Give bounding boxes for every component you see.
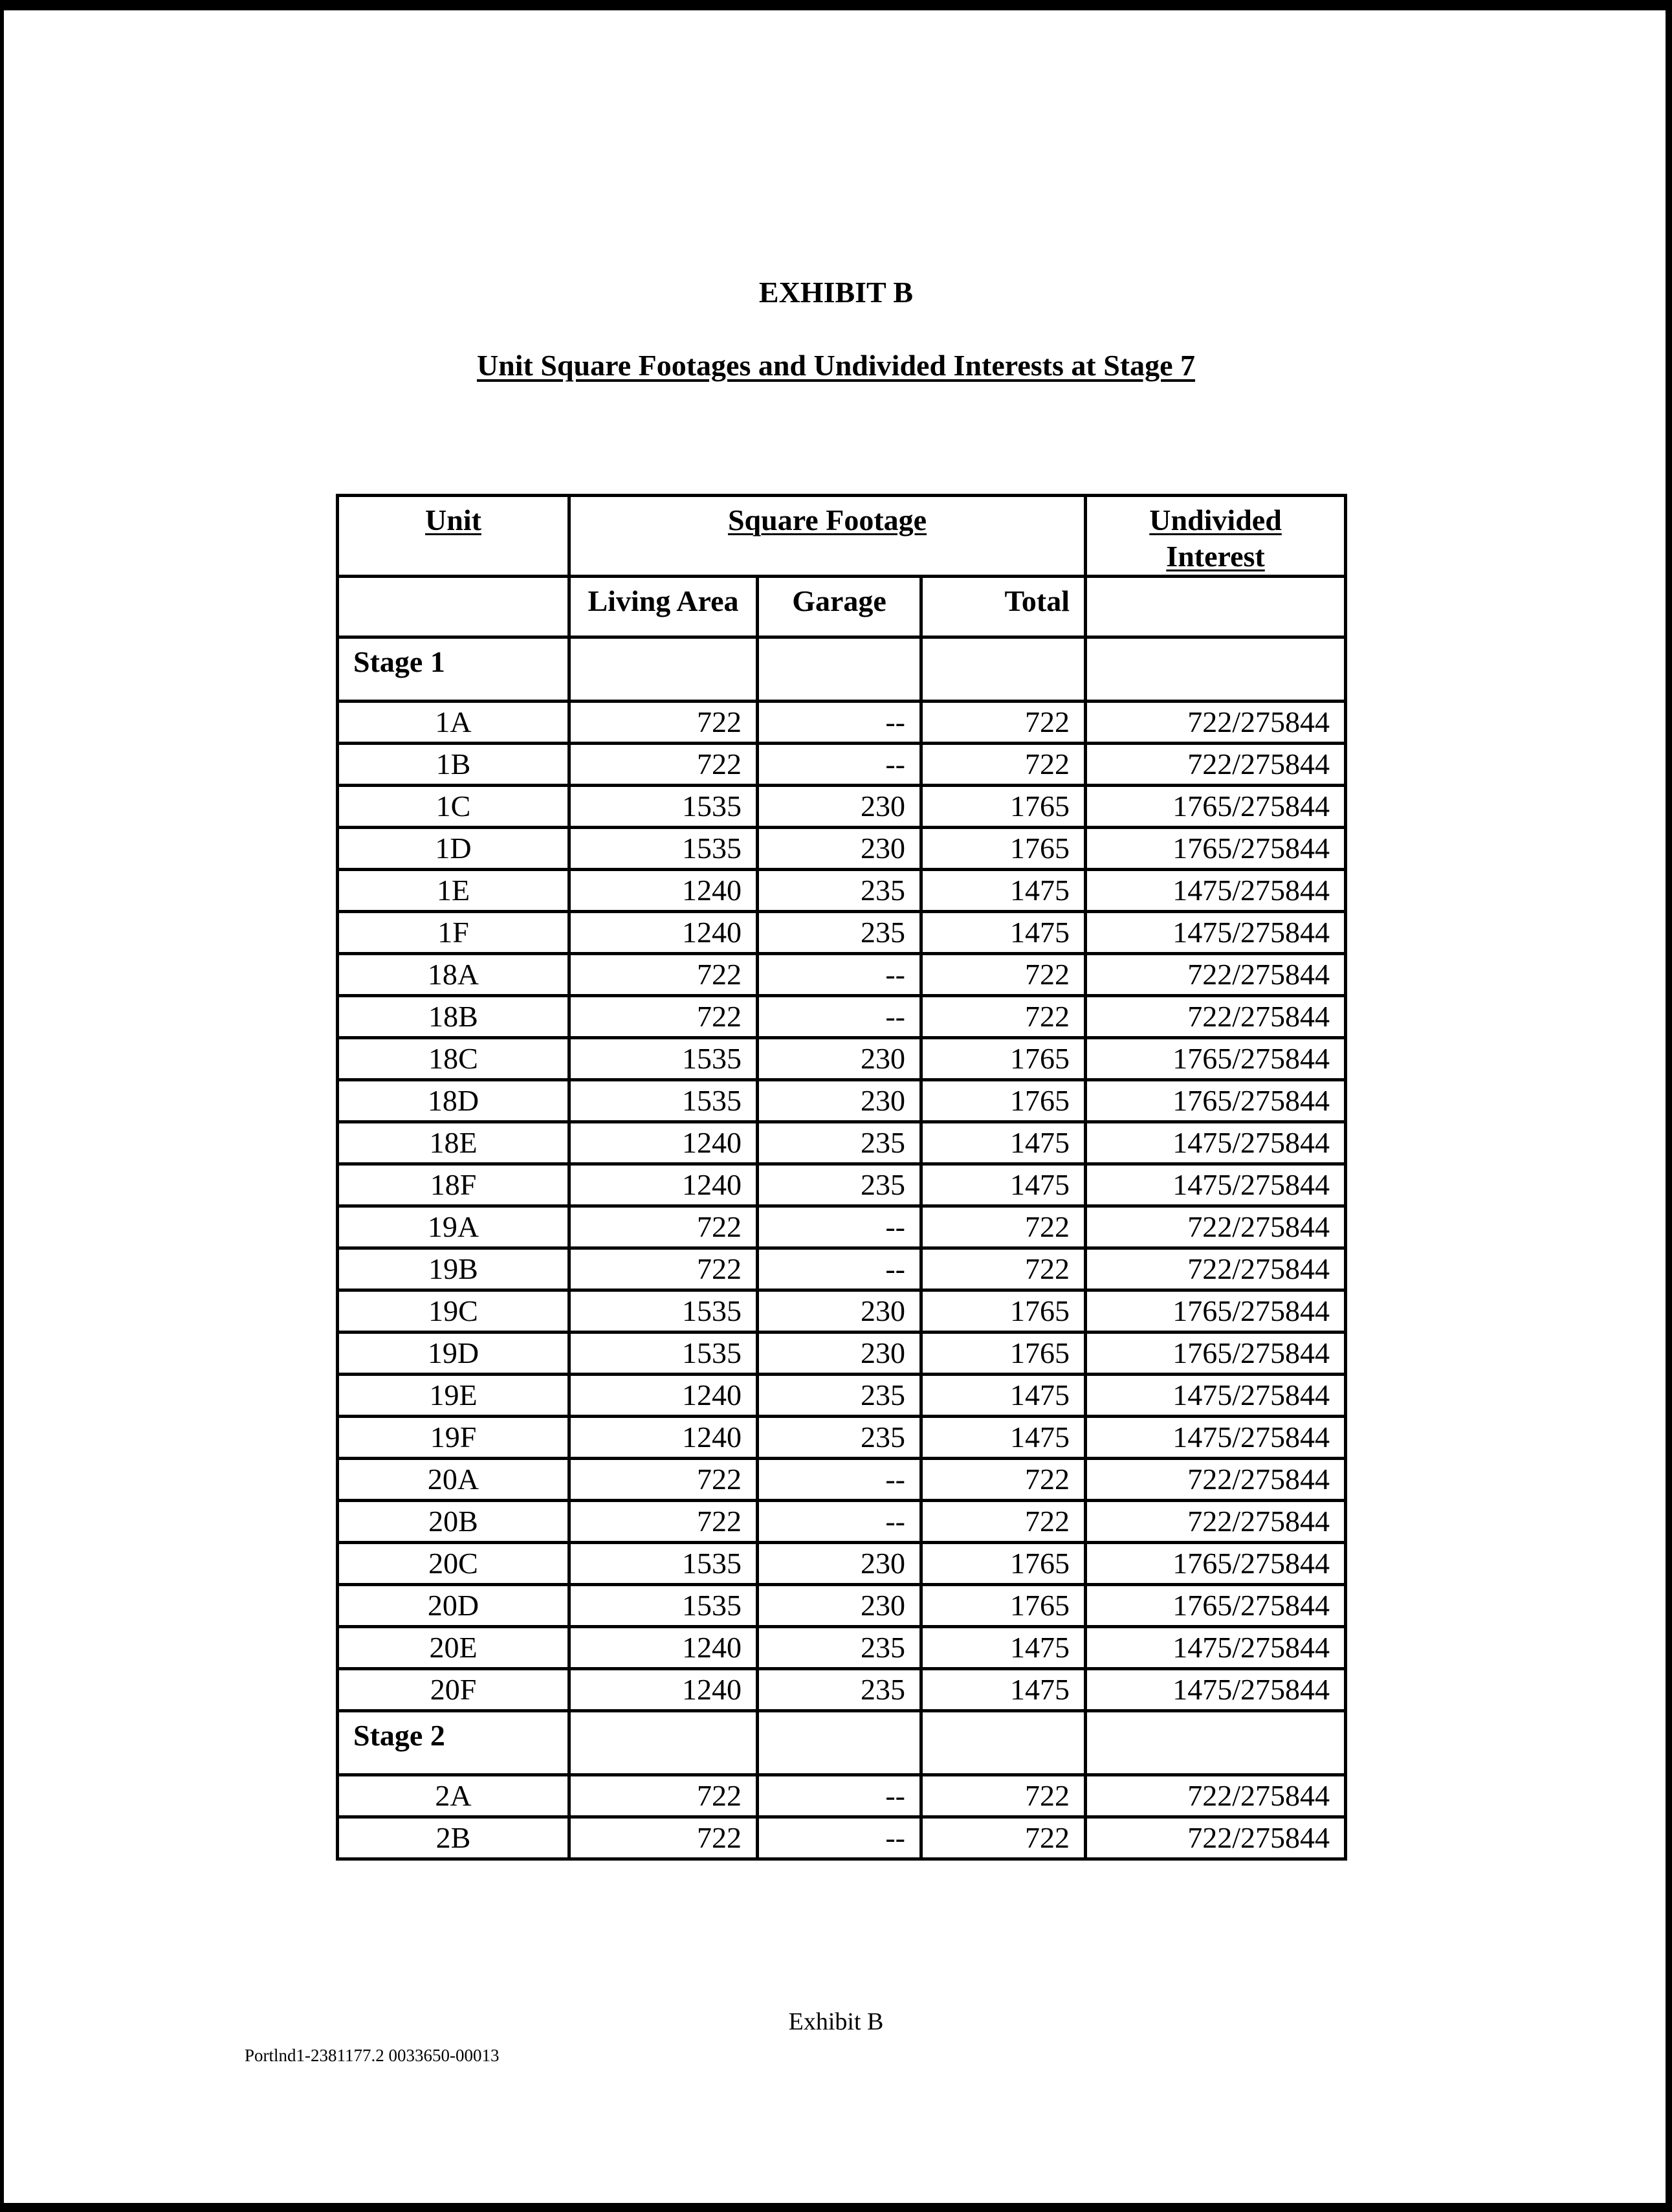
total-cell: 722 — [921, 702, 1086, 744]
table-row — [338, 1080, 1346, 1122]
table-row — [338, 1501, 1346, 1543]
undivided-interest-cell: 722/275844 — [1086, 702, 1346, 744]
undivided-interest-cell: 1765/275844 — [1086, 786, 1346, 828]
garage-cell: 230 — [758, 1333, 921, 1375]
garage-cell: 230 — [758, 1290, 921, 1333]
total-cell: 1475 — [921, 870, 1086, 912]
garage-cell: -- — [758, 1817, 921, 1859]
total-cell: 722 — [921, 1817, 1086, 1859]
undivided-interest-cell: 722/275844 — [1086, 1501, 1346, 1543]
undivided-interest-cell: 722/275844 — [1086, 1775, 1346, 1817]
total-cell: 722 — [921, 1248, 1086, 1290]
table-row — [338, 1038, 1346, 1080]
garage-cell: 230 — [758, 1585, 921, 1627]
total-cell: 1765 — [921, 1333, 1086, 1375]
stage-row — [338, 1711, 1346, 1775]
table-row — [338, 1775, 1346, 1817]
undivided-interest-cell: 1765/275844 — [1086, 828, 1346, 870]
unit-cell: 19D — [338, 1333, 569, 1375]
living-area-cell: 1240 — [569, 1669, 758, 1711]
total-cell: 1475 — [921, 1669, 1086, 1711]
garage-cell: -- — [758, 1775, 921, 1817]
table-row — [338, 1669, 1346, 1711]
table-row — [338, 1248, 1346, 1290]
footer-exhibit-label: Exhibit B — [788, 2008, 884, 2035]
living-area-cell: 1535 — [569, 1543, 758, 1585]
living-area-cell: 1240 — [569, 1417, 758, 1459]
undivided-interest-cell: 722/275844 — [1086, 744, 1346, 786]
table-row — [338, 996, 1346, 1038]
table-row — [338, 1206, 1346, 1248]
living-area-cell: 1240 — [569, 1375, 758, 1417]
garage-cell: 235 — [758, 1417, 921, 1459]
header-row — [338, 496, 1346, 577]
living-area-cell: 722 — [569, 954, 758, 996]
empty-cell — [569, 1711, 758, 1775]
undivided-interest-cell: 1475/275844 — [1086, 870, 1346, 912]
unit-header: Unit — [425, 503, 481, 536]
garage-cell: -- — [758, 954, 921, 996]
garage-cell: 235 — [758, 870, 921, 912]
total-cell: 1475 — [921, 1164, 1086, 1206]
garage-cell: 235 — [758, 1627, 921, 1669]
total-header: Total — [921, 577, 1086, 637]
undivided-interest-cell: 1475/275844 — [1086, 1669, 1346, 1711]
table-row — [338, 1375, 1346, 1417]
undivided-interest-header: Undivided Interest — [1149, 503, 1282, 573]
garage-header: Garage — [758, 577, 921, 637]
stage-row — [338, 637, 1346, 702]
footer-doc-id: Portlnd1-2381177.2 0033650-00013 — [245, 2046, 500, 2065]
unit-cell: 19F — [338, 1417, 569, 1459]
unit-cell: 18F — [338, 1164, 569, 1206]
stage-label: Stage 1 — [338, 637, 569, 702]
table-row — [338, 1543, 1346, 1585]
unit-cell: 20D — [338, 1585, 569, 1627]
unit-cell: 1F — [338, 912, 569, 954]
garage-cell: 230 — [758, 786, 921, 828]
living-area-cell: 722 — [569, 744, 758, 786]
total-cell: 722 — [921, 744, 1086, 786]
garage-cell: 230 — [758, 1038, 921, 1080]
garage-cell: 235 — [758, 1122, 921, 1164]
total-cell: 1765 — [921, 786, 1086, 828]
undivided-interest-cell: 722/275844 — [1086, 954, 1346, 996]
total-cell: 1765 — [921, 1585, 1086, 1627]
living-area-cell: 722 — [569, 1501, 758, 1543]
living-area-cell: 1240 — [569, 912, 758, 954]
undivided-interest-cell: 1475/275844 — [1086, 1164, 1346, 1206]
unit-cell: 18E — [338, 1122, 569, 1164]
undivided-interest-cell: 1765/275844 — [1086, 1038, 1346, 1080]
unit-cell: 18D — [338, 1080, 569, 1122]
garage-cell: -- — [758, 702, 921, 744]
total-cell: 1765 — [921, 828, 1086, 870]
undivided-interest-cell: 1475/275844 — [1086, 1375, 1346, 1417]
living-area-cell: 722 — [569, 1817, 758, 1859]
undivided-interest-cell: 1475/275844 — [1086, 1122, 1346, 1164]
garage-cell: -- — [758, 744, 921, 786]
unit-cell: 19A — [338, 1206, 569, 1248]
undivided-interest-cell: 1765/275844 — [1086, 1543, 1346, 1585]
living-area-cell: 1535 — [569, 786, 758, 828]
table-row — [338, 1333, 1346, 1375]
living-area-cell: 1535 — [569, 1333, 758, 1375]
table-row — [338, 870, 1346, 912]
garage-cell: 230 — [758, 1543, 921, 1585]
unit-cell: 18C — [338, 1038, 569, 1080]
living-area-cell: 1535 — [569, 1038, 758, 1080]
garage-cell: -- — [758, 1501, 921, 1543]
garage-cell: 235 — [758, 1164, 921, 1206]
living-area-cell: 1240 — [569, 870, 758, 912]
unit-cell: 19B — [338, 1248, 569, 1290]
unit-cell: 19C — [338, 1290, 569, 1333]
empty-cell — [569, 637, 758, 702]
garage-cell: -- — [758, 1459, 921, 1501]
undivided-interest-cell: 1765/275844 — [1086, 1080, 1346, 1122]
unit-header-cell — [338, 496, 569, 577]
living-area-cell: 722 — [569, 996, 758, 1038]
unit-cell: 1C — [338, 786, 569, 828]
empty-cell — [758, 1711, 921, 1775]
undivided-interest-cell: 722/275844 — [1086, 1248, 1346, 1290]
table-row — [338, 1417, 1346, 1459]
garage-cell: 230 — [758, 1080, 921, 1122]
living-area-header: Living Area — [569, 577, 758, 637]
unit-table-body — [338, 496, 1346, 1859]
table-row — [338, 954, 1346, 996]
living-area-cell: 1535 — [569, 1585, 758, 1627]
table-row — [338, 1290, 1346, 1333]
table-row — [338, 786, 1346, 828]
undivided-interest-cell: 722/275844 — [1086, 996, 1346, 1038]
living-area-cell: 722 — [569, 1459, 758, 1501]
total-cell: 722 — [921, 1206, 1086, 1248]
subheader-row — [338, 577, 1346, 637]
unit-cell: 1A — [338, 702, 569, 744]
living-area-cell: 1535 — [569, 1290, 758, 1333]
total-cell: 1765 — [921, 1038, 1086, 1080]
living-area-cell: 1240 — [569, 1122, 758, 1164]
table-row — [338, 1817, 1346, 1859]
undivided-interest-cell: 722/275844 — [1086, 1206, 1346, 1248]
document-subtitle: Unit Square Footages and Undivided Interests at Stage 7 — [476, 349, 1196, 382]
unit-cell: 20C — [338, 1543, 569, 1585]
living-area-cell: 722 — [569, 1206, 758, 1248]
unit-table — [336, 494, 1347, 1861]
unit-cell: 20A — [338, 1459, 569, 1501]
total-cell: 722 — [921, 1501, 1086, 1543]
total-cell: 1475 — [921, 1417, 1086, 1459]
empty-cell — [758, 637, 921, 702]
garage-cell: -- — [758, 1248, 921, 1290]
unit-cell: 19E — [338, 1375, 569, 1417]
empty-cell — [921, 1711, 1086, 1775]
unit-cell: 18A — [338, 954, 569, 996]
total-cell: 722 — [921, 1775, 1086, 1817]
total-cell: 722 — [921, 1459, 1086, 1501]
undivided-interest-cell: 1765/275844 — [1086, 1585, 1346, 1627]
total-cell: 1475 — [921, 912, 1086, 954]
table-row — [338, 1122, 1346, 1164]
document-title: EXHIBIT B — [758, 276, 914, 309]
total-cell: 1475 — [921, 1375, 1086, 1417]
square-footage-header: Square Footage — [727, 503, 927, 536]
garage-cell: -- — [758, 996, 921, 1038]
empty-cell — [921, 637, 1086, 702]
empty-cell — [1086, 577, 1346, 637]
total-cell: 1765 — [921, 1290, 1086, 1333]
table-row — [338, 912, 1346, 954]
stage-label: Stage 2 — [338, 1711, 569, 1775]
undivided-interest-cell: 1475/275844 — [1086, 912, 1346, 954]
table-row — [338, 1585, 1346, 1627]
undivided-interest-cell: 1765/275844 — [1086, 1290, 1346, 1333]
living-area-cell: 1240 — [569, 1164, 758, 1206]
undivided-interest-cell: 1475/275844 — [1086, 1627, 1346, 1669]
square-footage-header-cell — [569, 496, 1086, 577]
table-row — [338, 1627, 1346, 1669]
garage-cell: 235 — [758, 1375, 921, 1417]
total-cell: 722 — [921, 954, 1086, 996]
unit-cell: 2B — [338, 1817, 569, 1859]
unit-cell: 18B — [338, 996, 569, 1038]
table-row — [338, 1164, 1346, 1206]
living-area-cell: 1240 — [569, 1627, 758, 1669]
unit-cell: 20E — [338, 1627, 569, 1669]
living-area-cell: 1535 — [569, 1080, 758, 1122]
table-row — [338, 744, 1346, 786]
total-cell: 1765 — [921, 1080, 1086, 1122]
living-area-cell: 722 — [569, 702, 758, 744]
undivided-interest-cell: 1475/275844 — [1086, 1417, 1346, 1459]
undivided-interest-cell: 722/275844 — [1086, 1459, 1346, 1501]
total-cell: 1765 — [921, 1543, 1086, 1585]
empty-cell — [1086, 637, 1346, 702]
garage-cell: 235 — [758, 912, 921, 954]
table-row — [338, 1459, 1346, 1501]
empty-cell — [338, 577, 569, 637]
unit-cell: 1D — [338, 828, 569, 870]
unit-cell: 20F — [338, 1669, 569, 1711]
undivided-interest-header-cell — [1086, 496, 1346, 577]
unit-cell: 1E — [338, 870, 569, 912]
unit-cell: 1B — [338, 744, 569, 786]
living-area-cell: 722 — [569, 1248, 758, 1290]
table-row — [338, 828, 1346, 870]
undivided-interest-cell: 1765/275844 — [1086, 1333, 1346, 1375]
total-cell: 722 — [921, 996, 1086, 1038]
total-cell: 1475 — [921, 1627, 1086, 1669]
living-area-cell: 722 — [569, 1775, 758, 1817]
garage-cell: 235 — [758, 1669, 921, 1711]
table-row — [338, 702, 1346, 744]
unit-cell: 2A — [338, 1775, 569, 1817]
empty-cell — [1086, 1711, 1346, 1775]
garage-cell: -- — [758, 1206, 921, 1248]
garage-cell: 230 — [758, 828, 921, 870]
undivided-interest-cell: 722/275844 — [1086, 1817, 1346, 1859]
living-area-cell: 1535 — [569, 828, 758, 870]
unit-cell: 20B — [338, 1501, 569, 1543]
total-cell: 1475 — [921, 1122, 1086, 1164]
